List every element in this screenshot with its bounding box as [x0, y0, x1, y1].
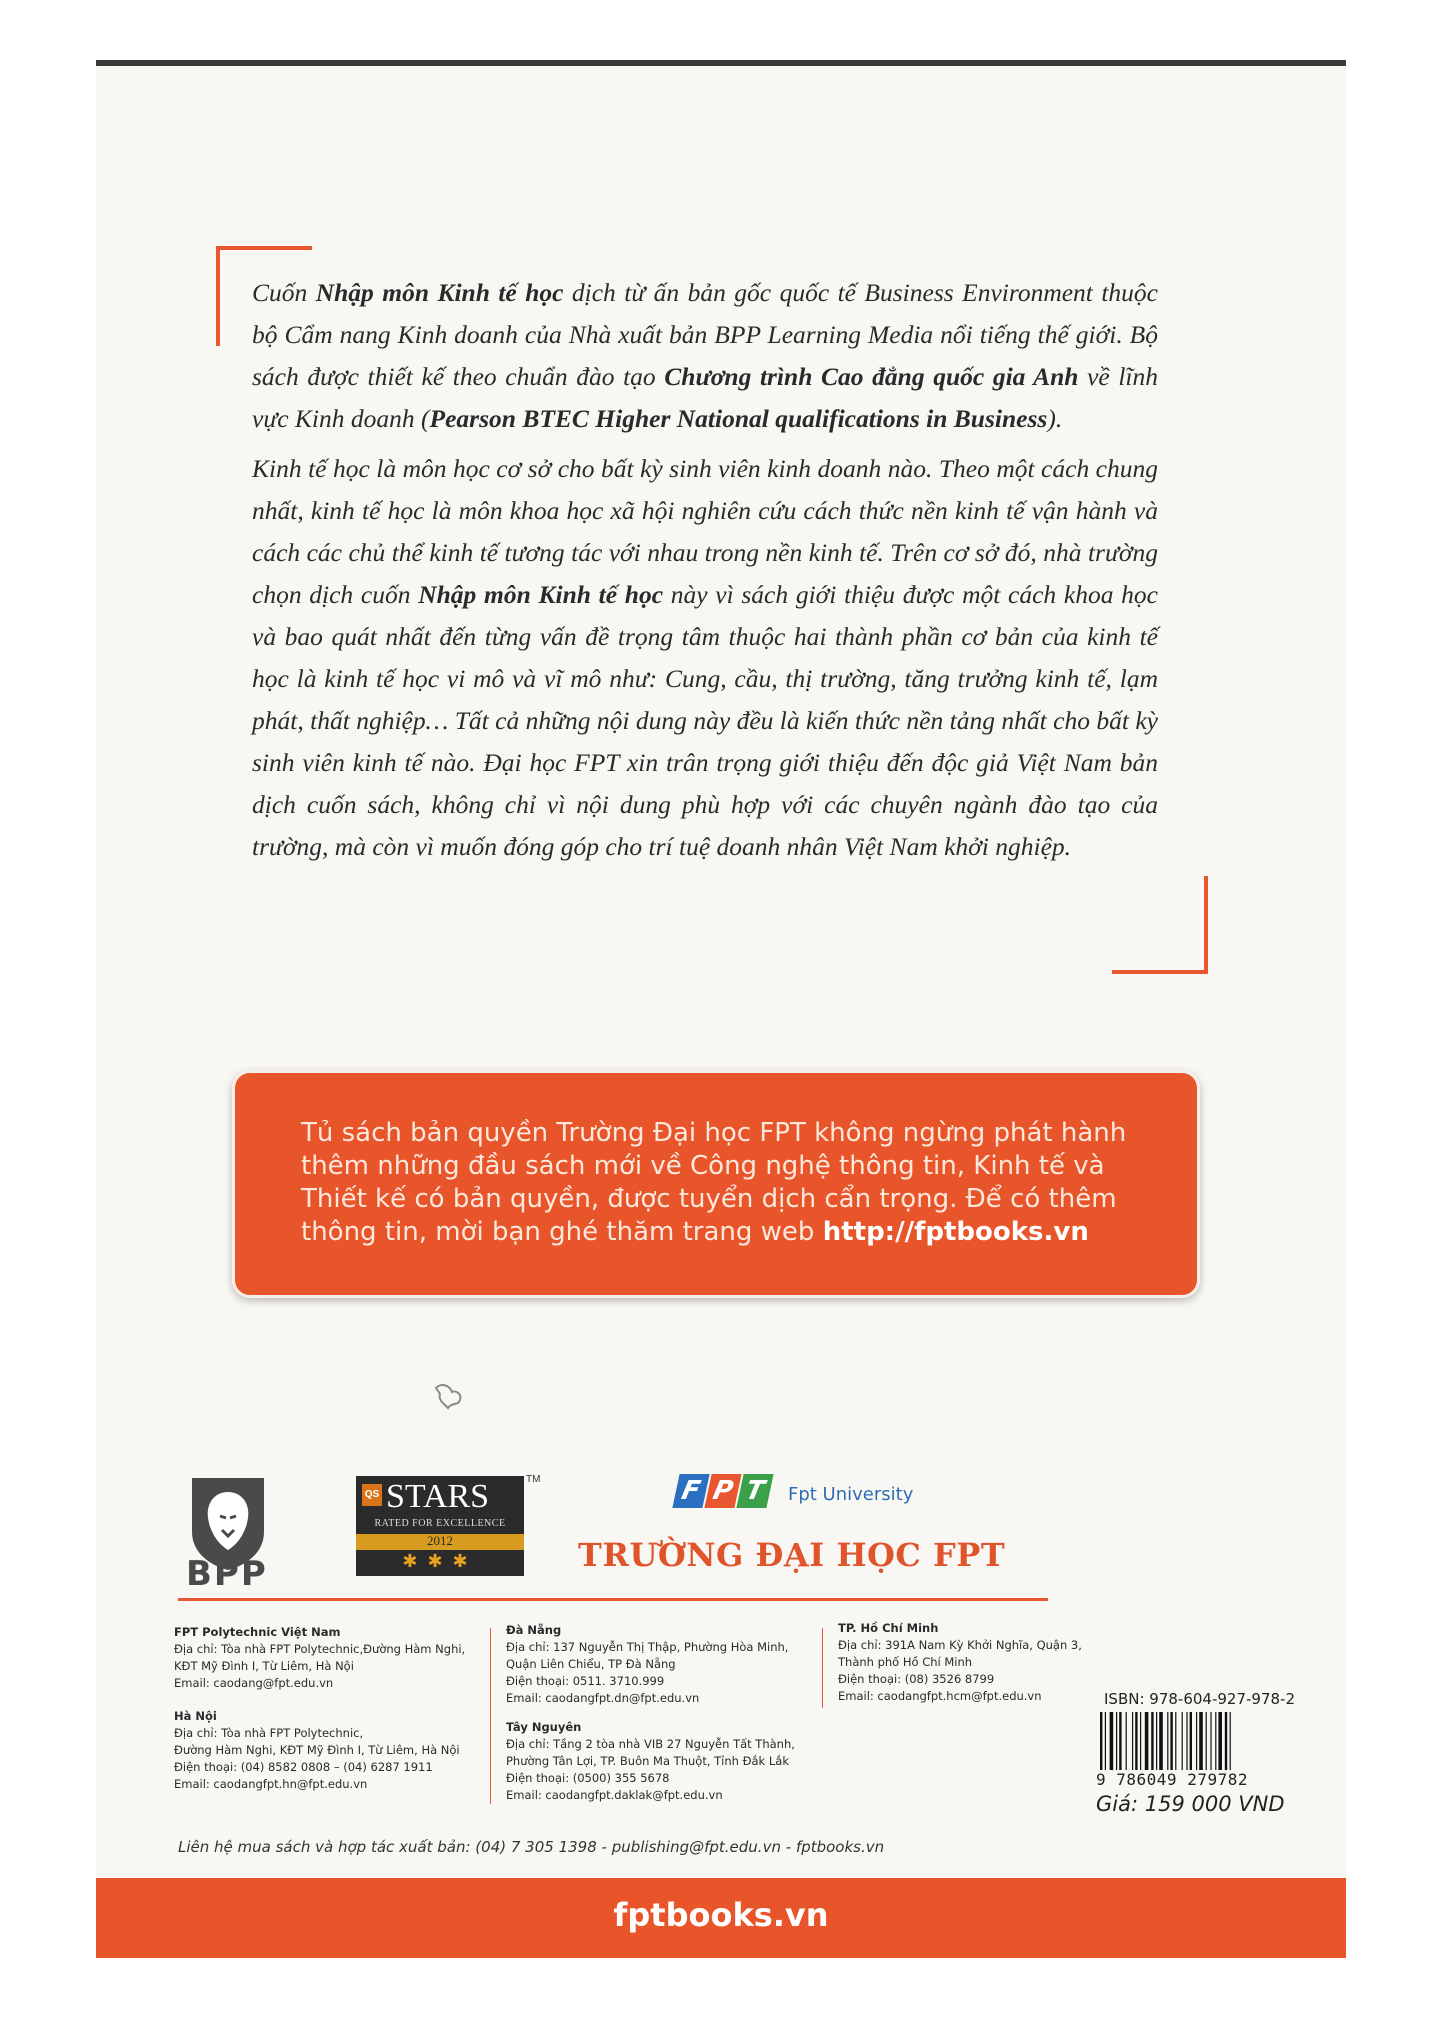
divider-line — [178, 1598, 1048, 1601]
address-line: Đường Hàm Nghi, KĐT Mỹ Đình I, Từ Liêm, Hà Nội — [174, 1743, 460, 1757]
barcode-bar — [1159, 1712, 1163, 1770]
barcode-bar — [1196, 1712, 1197, 1770]
address-line: Điện thoại: (0500) 355 5678 — [506, 1771, 670, 1785]
bpp-wordmark: BPP — [186, 1554, 268, 1594]
barcode-bar — [1218, 1712, 1222, 1770]
address-line: Điện thoại: (04) 8582 0808 – (04) 6287 1911 — [174, 1760, 433, 1774]
promo-body: Tủ sách bản quyền Trường Đại học FPT không ngừng phát hành thêm những đầu sách mới về Công nghệ thông tin, Kinh tế và Thiết kế có bản quyền, được tuyển dịch cẩn trọng. Để có thêm thông tin, mời bạn ghé thăm trang web — [301, 1118, 1127, 1247]
barcode-bar — [1132, 1712, 1133, 1770]
intro-p1-span: dịch từ ấn bản gốc quốc tế Business Environment thuộc bộ Cẩm nang Kinh doanh của Nhà xuất bản BPP Learning Media nổi tiếng thế giới. Bộ sách được thiết kế theo chuẩn đào tạo — [252, 278, 1158, 391]
intro-p2-bold: Nhập môn Kinh tế học — [418, 580, 664, 609]
intro-paragraph-1 — [252, 272, 1158, 440]
barcode-bar — [1175, 1712, 1176, 1770]
intro-paragraph-2 — [252, 448, 1158, 868]
stars-subtitle: RATED FOR EXCELLENCE — [374, 1518, 506, 1529]
address-line: Điện thoại: 0511. 3710.999 — [506, 1674, 665, 1688]
barcode-bar — [1170, 1712, 1172, 1770]
spacer — [506, 1707, 806, 1719]
bracket-bottom-right-vertical — [1204, 876, 1208, 974]
promo-text — [301, 1117, 1151, 1249]
address-heading: FPT Polytechnic Việt Nam — [174, 1625, 341, 1639]
bracket-top-left — [216, 246, 312, 250]
address-line: Email: caodang@fpt.edu.vn — [174, 1676, 334, 1690]
qs-stars-badge — [356, 1476, 524, 1576]
barcode-bar — [1119, 1712, 1121, 1770]
fpt-letter-f: F — [672, 1474, 709, 1508]
address-block — [506, 1719, 806, 1804]
footer-bar — [96, 1878, 1346, 1958]
barcode-bar — [1100, 1712, 1102, 1770]
intro-p1-bold: Nhập môn Kinh tế học — [315, 278, 564, 307]
barcode-bar — [1167, 1712, 1168, 1770]
fpt-letter-t: T — [736, 1474, 773, 1508]
spacer — [174, 1692, 474, 1708]
barcode-bar — [1156, 1712, 1157, 1770]
address-line: Thành phố Hồ Chí Minh — [838, 1655, 973, 1669]
address-column-1 — [174, 1624, 474, 1793]
barcode-digits: 9 786049 279782 — [1096, 1770, 1248, 1789]
barcode-bar — [1190, 1712, 1192, 1770]
barcode-bar — [1135, 1712, 1137, 1770]
barcode-bar — [1215, 1712, 1216, 1770]
scuff-mark — [430, 1378, 470, 1414]
intro-p1-span: Cuốn — [252, 278, 316, 307]
intro-p1-span: ). — [1047, 404, 1063, 433]
fpt-university-label: Fpt University — [788, 1484, 914, 1505]
address-line: Địa chỉ: 137 Nguyễn Thị Thập, Phường Hòa Minh, — [506, 1640, 789, 1654]
bracket-top-left-vertical — [216, 246, 220, 346]
address-column-3 — [838, 1620, 1098, 1705]
address-heading: Đà Nẵng — [506, 1623, 562, 1637]
stars-year: 2012 — [427, 1533, 453, 1548]
address-line: Phường Tân Lợi, TP. Buôn Ma Thuột, Tỉnh Đắk Lắk — [506, 1754, 789, 1768]
address-line: Địa chỉ: Tầng 2 tòa nhà VIB 27 Nguyễn Tất Thành, — [506, 1737, 795, 1751]
intro-p1-bold: Chương trình Cao đẳng quốc gia Anh — [664, 362, 1079, 391]
barcode-bar — [1151, 1712, 1153, 1770]
barcode-bar — [1145, 1712, 1149, 1770]
address-line: Địa chỉ: Tòa nhà FPT Polytechnic,Đường Hàm Nghi, — [174, 1642, 466, 1656]
barcode-bar — [1186, 1712, 1187, 1770]
address-heading: Hà Nội — [174, 1709, 217, 1723]
trademark-mark: TM — [526, 1474, 541, 1485]
address-heading: Tây Nguyên — [506, 1720, 582, 1734]
address-line: Địa chỉ: Tòa nhà FPT Polytechnic, — [174, 1726, 364, 1740]
intro-text — [252, 272, 1158, 876]
address-block — [174, 1708, 474, 1793]
barcode-bar — [1206, 1712, 1207, 1770]
fpt-logo — [676, 1474, 772, 1514]
address-column-2 — [506, 1622, 806, 1804]
barcode-bar — [1182, 1712, 1183, 1770]
promo-box — [232, 1070, 1200, 1298]
bracket-bottom-right — [1112, 970, 1208, 974]
column-divider — [490, 1628, 491, 1804]
barcode-bar — [1126, 1712, 1127, 1770]
intro-p2-span: Kinh tế học là môn học cơ sở cho bất kỳ sinh viên kinh doanh nào. Theo một cách chung nhất, kinh tế học là môn khoa học xã hội nghiên cứu cách thức nền kinh tế vận hành và cách các chủ thể kinh tế tương tác với nhau trong nền kinh tế. Trên cơ sở đó, nhà trường chọn dịch cuốn — [252, 454, 1158, 609]
fpt-letter-p: P — [704, 1474, 741, 1508]
address-heading: TP. Hồ Chí Minh — [838, 1621, 939, 1635]
address-line: Điện thoại: (08) 3526 8799 — [838, 1672, 995, 1686]
address-line: KĐT Mỹ Đình I, Từ Liêm, Hà Nội — [174, 1659, 354, 1673]
intro-p1-bold: Pearson BTEC Higher National qualifications in Business — [429, 404, 1048, 433]
barcode — [1098, 1712, 1284, 1770]
address-line: Email: caodangfpt.hn@fpt.edu.vn — [174, 1777, 368, 1791]
promo-url-link[interactable]: http://fptbooks.vn — [822, 1217, 1089, 1247]
address-block — [174, 1624, 474, 1692]
barcode-bar — [1210, 1712, 1211, 1770]
address-line: Email: caodangfpt.dn@fpt.edu.vn — [506, 1691, 700, 1705]
price-label: Giá: 159 000 VND — [1096, 1792, 1285, 1816]
barcode-bar — [1116, 1712, 1117, 1770]
column-divider — [822, 1628, 823, 1708]
intro-p2-span: này vì sách giới thiệu được một cách khoa học và bao quát nhất đến từng vấn đề trọng tâm thuộc hai thành phần cơ bản của kinh tế học là kinh tế học vi mô và vĩ mô như: Cung, cầu, thị trường, tăng trưởng kinh tế, lạm phát, thất nghiệp… Tất cả những nội dung này đều là kiến thức nền tảng nhất cho bất kỳ sinh viên kinh tế nào. Đại học FPT xin trân trọng giới thiệu đến độc giả Việt Nam bản dịch cuốn sách, không chỉ vì nội dung phù hợp với các chuyên ngành đào tạo của trường, mà còn vì muốn đóng góp cho trí tuệ doanh nhân Việt Nam khởi nghiệp. — [252, 580, 1158, 861]
barcode-bar — [1230, 1712, 1231, 1770]
barcode-bar — [1110, 1712, 1114, 1770]
stars-word: STARS — [386, 1478, 490, 1515]
barcode-bar — [1225, 1712, 1227, 1770]
barcode-bar — [1140, 1712, 1141, 1770]
address-line: Email: caodangfpt.daklak@fpt.edu.vn — [506, 1788, 723, 1802]
intro-p1-span: về lĩnh vực Kinh doanh ( — [252, 362, 1158, 433]
isbn-label: ISBN: 978-604-927-978-2 — [1104, 1690, 1295, 1708]
barcode-bar — [1199, 1712, 1203, 1770]
footer-website-link[interactable]: fptbooks.vn — [613, 1896, 829, 1934]
address-block — [506, 1622, 806, 1707]
address-line: Quận Liên Chiểu, TP Đà Nẵng — [506, 1657, 676, 1671]
school-name: TRƯỜNG ĐẠI HỌC FPT — [578, 1536, 1006, 1574]
barcode-bar — [1105, 1712, 1106, 1770]
address-block — [838, 1620, 1098, 1705]
contact-line: Liên hệ mua sách và hợp tác xuất bản: (04) 7 305 1398 - publishing@fpt.edu.vn - fptbooks.vn — [178, 1838, 885, 1856]
qs-mark: QS — [362, 1484, 382, 1506]
stars-rating-icon: ✱✱✱ — [402, 1551, 478, 1571]
address-line: Email: caodangfpt.hcm@fpt.edu.vn — [838, 1689, 1042, 1703]
address-line: Địa chỉ: 391A Nam Kỳ Khởi Nghĩa, Quận 3, — [838, 1638, 1082, 1652]
